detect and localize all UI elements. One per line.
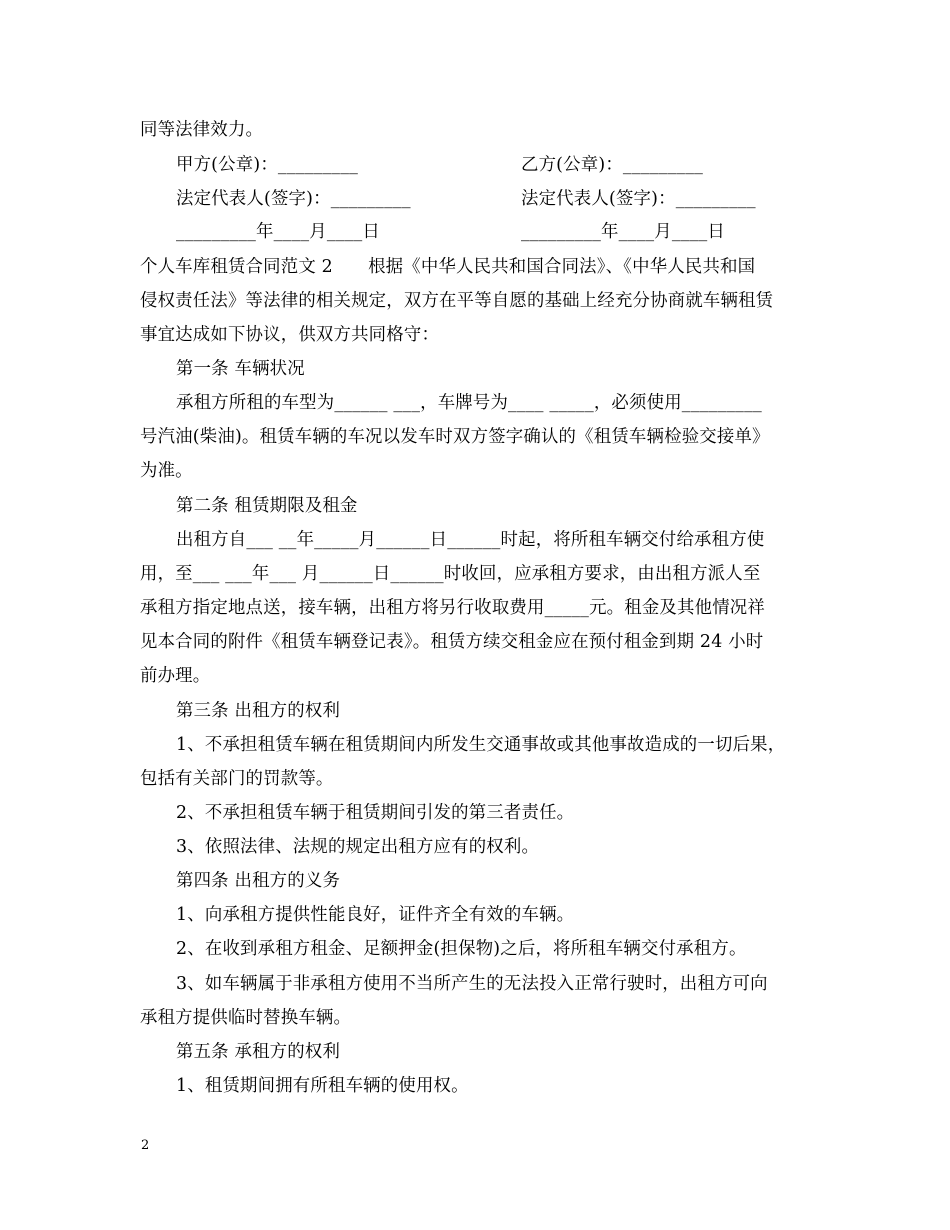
text-line: 为准。 <box>140 461 193 481</box>
article-heading: 第三条 出租方的权利 <box>176 701 341 721</box>
text-line: 2、在收到承租方租金、足额押金(担保物)之后，将所租车辆交付承租方。 <box>176 939 747 959</box>
text-line: 1、不承担租赁车辆在租赁期间内所发生交通事故或其他事故造成的一切后果， <box>176 735 786 755</box>
text-line: 1、向承租方提供性能良好，证件齐全有效的车辆。 <box>176 905 575 925</box>
text-line: 承租方提供临时替换车辆。 <box>140 1008 352 1028</box>
text-line: 事宜达成如下协议，供双方共同格守： <box>140 325 440 345</box>
text-line: 2、不承担租赁车辆于租赁期间引发的第三者责任。 <box>176 803 575 823</box>
article-heading: 第四条 出租方的义务 <box>176 871 341 891</box>
text-line: 承租方所租的车型为______ ___，车牌号为____ _____，必须使用_________ <box>176 393 762 413</box>
party-a-date: _________年____月____日 <box>176 222 380 242</box>
article-heading: 第二条 租赁期限及租金 <box>176 496 358 516</box>
text-line: 见本合同的附件《租赁车辆登记表》。租赁方续交租金应在预付租金到期 24 小时 <box>140 632 764 652</box>
party-b-seal: 乙方(公章)：_________ <box>521 155 703 175</box>
party-a-representative: 法定代表人(签字)：_________ <box>176 189 411 209</box>
section-heading: 个人车库租赁合同范文 2 根据《中华人民共和国合同法》、《中华人民共和国 <box>140 257 756 277</box>
text-line: 用，至___ ___年___ 月______日______时收回，应承租方要求，由出租方派人至 <box>140 564 761 584</box>
article-heading: 第一条 车辆状况 <box>176 359 305 379</box>
text-line: 1、租赁期间拥有所租车辆的使用权。 <box>176 1076 469 1096</box>
text-line: 3、如车辆属于非承租方使用不当所产生的无法投入正常行驶时，出租方可向 <box>176 974 768 994</box>
text-line: 承租方指定地点送，接车辆，出租方将另行收取费用_____元。租金及其他情况祥 <box>140 598 765 618</box>
article-heading: 第五条 承租方的权利 <box>176 1042 341 1062</box>
party-b-representative: 法定代表人(签字)：_________ <box>521 189 756 209</box>
text-line: 包括有关部门的罚款等。 <box>140 769 334 789</box>
party-a-seal: 甲方(公章)：_________ <box>176 155 358 175</box>
party-b-date: _________年____月____日 <box>521 222 725 242</box>
text-line: 前办理。 <box>140 666 211 686</box>
page-number: 2 <box>141 1138 150 1153</box>
text-line: 同等法律效力。 <box>140 120 264 140</box>
text-line: 侵权责任法》等法律的相关规定，双方在平等自愿的基础上经充分协商就车辆租赁 <box>140 291 774 311</box>
text-line: 出租方自___ __年_____月______日______时起，将所租车辆交付给承租方使 <box>176 530 765 550</box>
text-line: 3、依照法律、法规的规定出租方应有的权利。 <box>176 837 540 857</box>
text-line: 号汽油(柴油)。租赁车辆的车况以发车时双方签字确认的《租赁车辆检验交接单》 <box>140 427 770 447</box>
